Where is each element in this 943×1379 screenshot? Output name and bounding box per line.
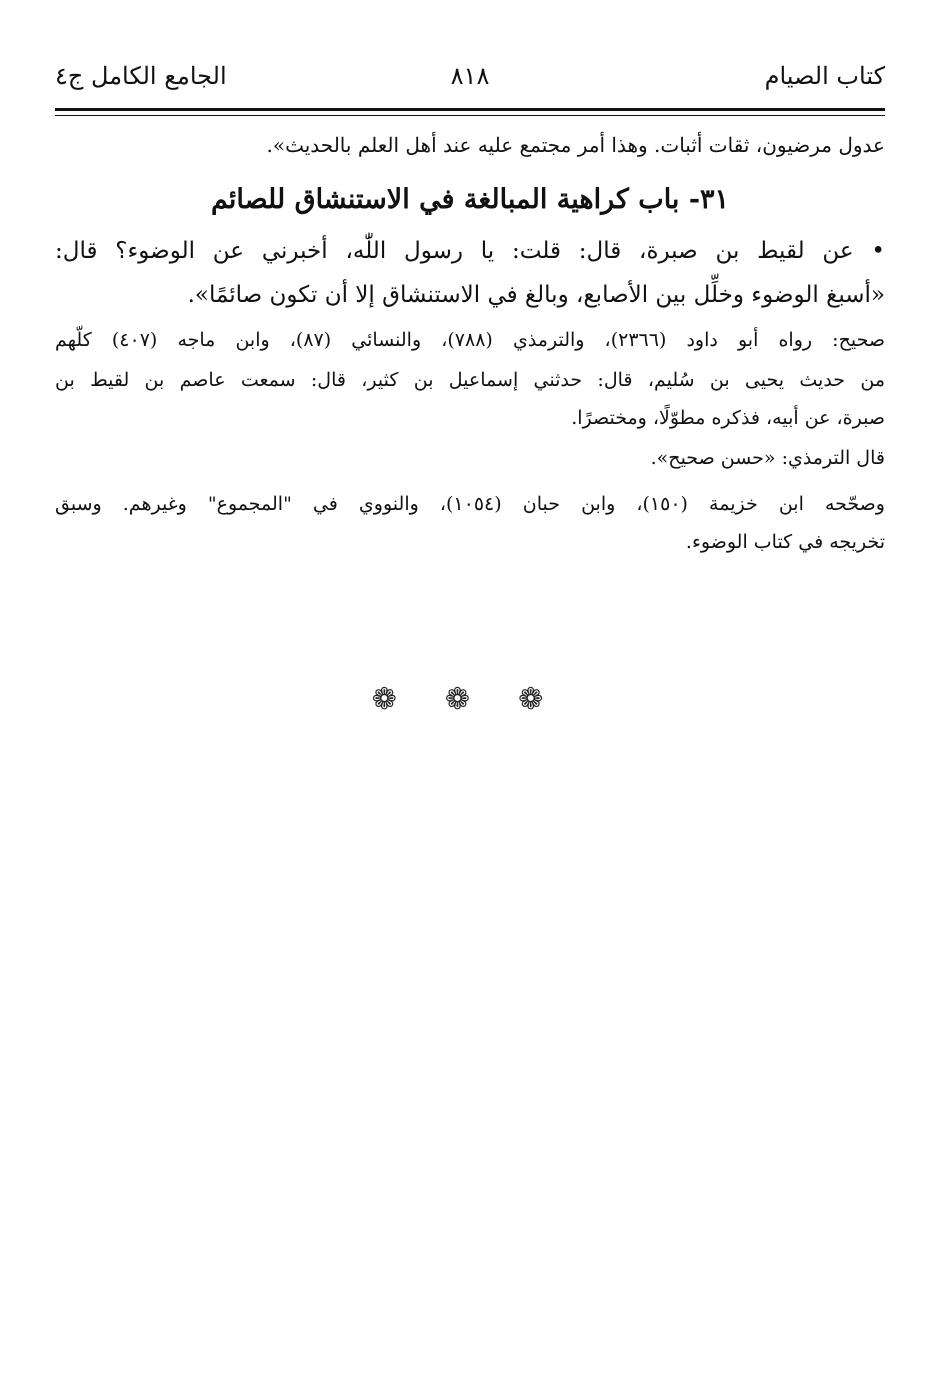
page-header <box>55 58 885 108</box>
hadith-text-line-2: «أسبغ الوضوء وخلِّل بين الأصابع، وبالغ في الاستنشاق إلا أن تكون صائمًا». <box>187 282 885 308</box>
flower-ornament-icon: ❁ <box>371 682 425 717</box>
tirmidhi-grading: قال الترمذي: «حسن صحيح». <box>650 447 885 469</box>
tashih-line-2: تخريجه في كتاب الوضوء. <box>685 531 885 553</box>
header-rule-thin <box>55 115 885 116</box>
flower-ornament-icon: ❁ <box>444 682 499 717</box>
chapter-title: ٣١- باب كراهية المبالغة في الاستنشاق للصائم <box>210 184 730 215</box>
header-rule-thick <box>55 108 885 111</box>
section-end-ornaments <box>0 680 943 720</box>
tashih-line-1: وصحّحه ابن خزيمة (١٥٠)، وابن حبان (١٠٥٤)، والنووي في "المجموع" وغيرهم. وسبق <box>55 493 885 515</box>
takhrij-line-1: صحيح: رواه أبو داود (٢٣٦٦)، والترمذي (٧٨٨)، والنسائي (٨٧)، وابن ماجه (٤٠٧) كلّهم <box>55 329 885 351</box>
takhrij-line-2: من حديث يحيى بن سُليم، قال: حدثني إسماعيل بن كثير، قال: سمعت عاصم بن لقيط بن <box>55 369 885 391</box>
takhrij-line-3: صبرة، عن أبيه، فذكره مطوّلًا، ومختصرًا. <box>571 407 885 429</box>
continuation-text: عدول مرضيون، ثقات أثبات. وهذا أمر مجتمع عليه عند أهل العلم بالحديث». <box>266 133 885 157</box>
flower-ornament-icon: ❁ <box>518 682 572 717</box>
header-volume: الجامع الكامل ج٤ <box>55 62 227 90</box>
header-book-section: كتاب الصيام <box>764 62 885 90</box>
hadith-text-line-1: • عن لقيط بن صبرة، قال: قلت: يا رسول اللّٰه، أخبرني عن الوضوء؟ قال: <box>55 238 885 264</box>
header-page-number: ٨١٨ <box>450 62 490 90</box>
